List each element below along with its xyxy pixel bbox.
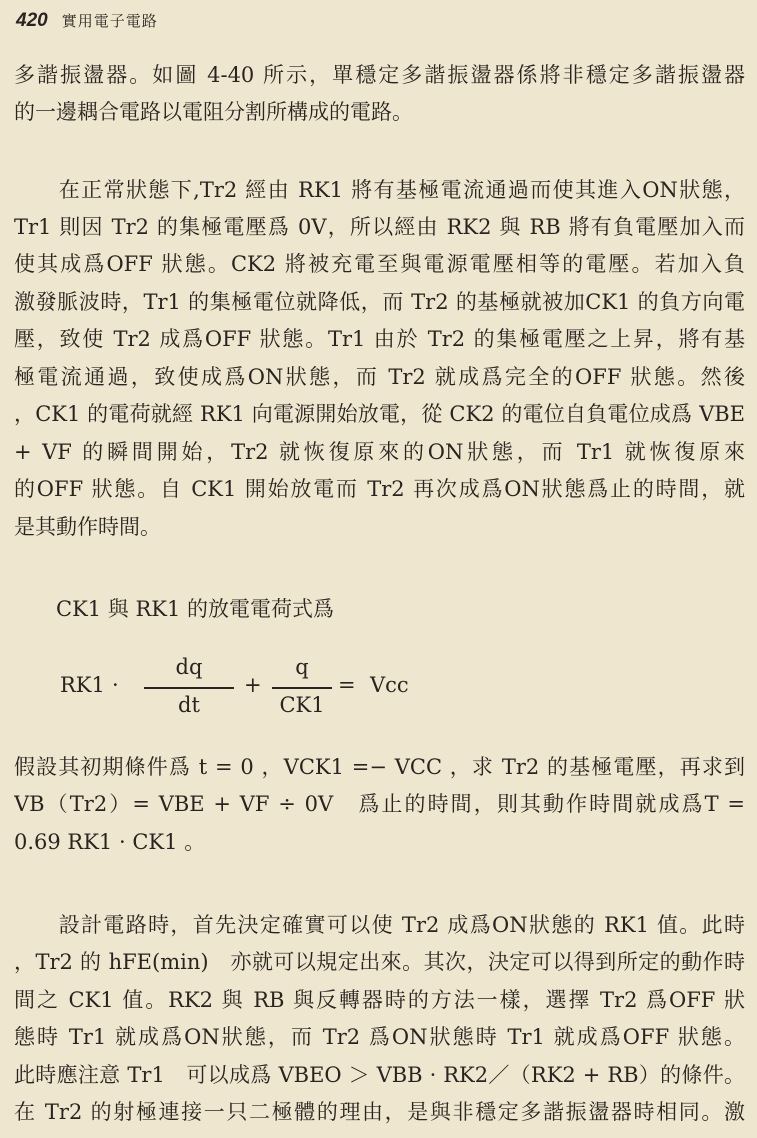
text-line: 間之 CK1 值。RK2 與 RB 與反轉器時的方法一樣，選擇 Tr2 爲OFF 狀 bbox=[14, 988, 745, 1012]
text-line: 0.69 RK1 · CK1 。 bbox=[14, 830, 206, 854]
formula-left-term: RK1 bbox=[60, 673, 105, 697]
formula-frac2-numerator: q bbox=[295, 655, 309, 679]
text-line: Tr1 則因 Tr2 的集極電壓爲 0V，所以經由 RK2 與 RB 將有負電壓加入而 bbox=[14, 215, 745, 239]
formula-equals: = bbox=[338, 673, 356, 697]
page-number: 420 bbox=[16, 10, 48, 31]
running-title: 實用電子電路 bbox=[61, 12, 158, 30]
formula-frac2-denominator: CK1 bbox=[279, 693, 325, 717]
text-line: 的一邊耦合電路以電阻分割所構成的電路。 bbox=[14, 100, 413, 124]
page-header bbox=[16, 10, 158, 36]
formula-rhs: Vcc bbox=[370, 673, 409, 697]
formula-dot: · bbox=[112, 673, 119, 697]
text-line: 在 Tr2 的射極連接一只二極體的理由，是與非穩定多諧振盪器時相同。激 bbox=[14, 1100, 745, 1124]
formula-plus: + bbox=[244, 673, 262, 697]
text-line: 使其成爲OFF 狀態。CK2 將被充電至與電源電壓相等的電壓。若加入負 bbox=[14, 252, 745, 276]
formula-fraction-bar bbox=[144, 687, 234, 689]
text-line: VB（Tr2）= VBE + VF ÷ 0V 爲止的時間，則其動作時間就成爲T = bbox=[14, 792, 745, 816]
text-line: 此時應注意 Tr1 可以成爲 VBEO ＞ VBB · RK2／（RK2 + RB）的條件。 bbox=[14, 1063, 745, 1087]
text-line: ，Tr2 的 hFE(min) 亦就可以規定出來。其次，決定可以得到所定的動作時 bbox=[14, 950, 745, 974]
text-line: + VF 的瞬間開始，Tr2 就恢復原來的ON狀態，而 Tr1 就恢復原來 bbox=[14, 440, 745, 464]
text-line: 假設其初期條件爲 t = 0 ，VCK1 =− VCC ，求 Tr2 的基極電壓，再求到 bbox=[14, 755, 745, 779]
discharge-formula bbox=[60, 655, 480, 725]
text-line: 極電流通過，致使成爲ON狀態，而 Tr2 就成爲完全的OFF 狀態。然後 bbox=[14, 365, 745, 389]
text-line: 的OFF 狀態。自 CK1 開始放電而 Tr2 再次成爲ON狀態爲止的時間，就 bbox=[14, 477, 745, 501]
text-line: CK1 與 RK1 的放電電荷式爲 bbox=[14, 597, 335, 621]
text-line: ，CK1 的電荷就經 RK1 向電源開始放電，從 CK2 的電位自負電位成爲 VBE bbox=[14, 402, 745, 426]
text-line: 設計電路時，首先決定確實可以使 Tr2 成爲ON狀態的 RK1 值。此時 bbox=[14, 913, 745, 937]
formula-fraction-bar bbox=[272, 687, 332, 689]
formula-frac1-denominator: dt bbox=[178, 693, 200, 717]
text-line: 在正常狀態下,Tr2 經由 RK1 將有基極電流通過而使其進入ON狀態， bbox=[14, 178, 745, 202]
text-line: 壓，致使 Tr2 成爲OFF 狀態。Tr1 由於 Tr2 的集極電壓之上昇，將有基 bbox=[14, 327, 745, 351]
formula-frac1-numerator: dq bbox=[175, 655, 203, 679]
text-line: 多諧振盪器。如圖 4-40 所示，單穩定多諧振盪器係將非穩定多諧振盪器 bbox=[14, 63, 745, 87]
text-line: 態時 Tr1 就成爲ON狀態，而 Tr2 爲ON狀態時 Tr1 就成爲OFF 狀態。 bbox=[14, 1025, 745, 1049]
text-line: 激發脈波時，Tr1 的集極電位就降低，而 Tr2 的基極就被加CK1 的負方向電 bbox=[14, 290, 745, 314]
text-line: 是其動作時間。 bbox=[14, 515, 161, 539]
